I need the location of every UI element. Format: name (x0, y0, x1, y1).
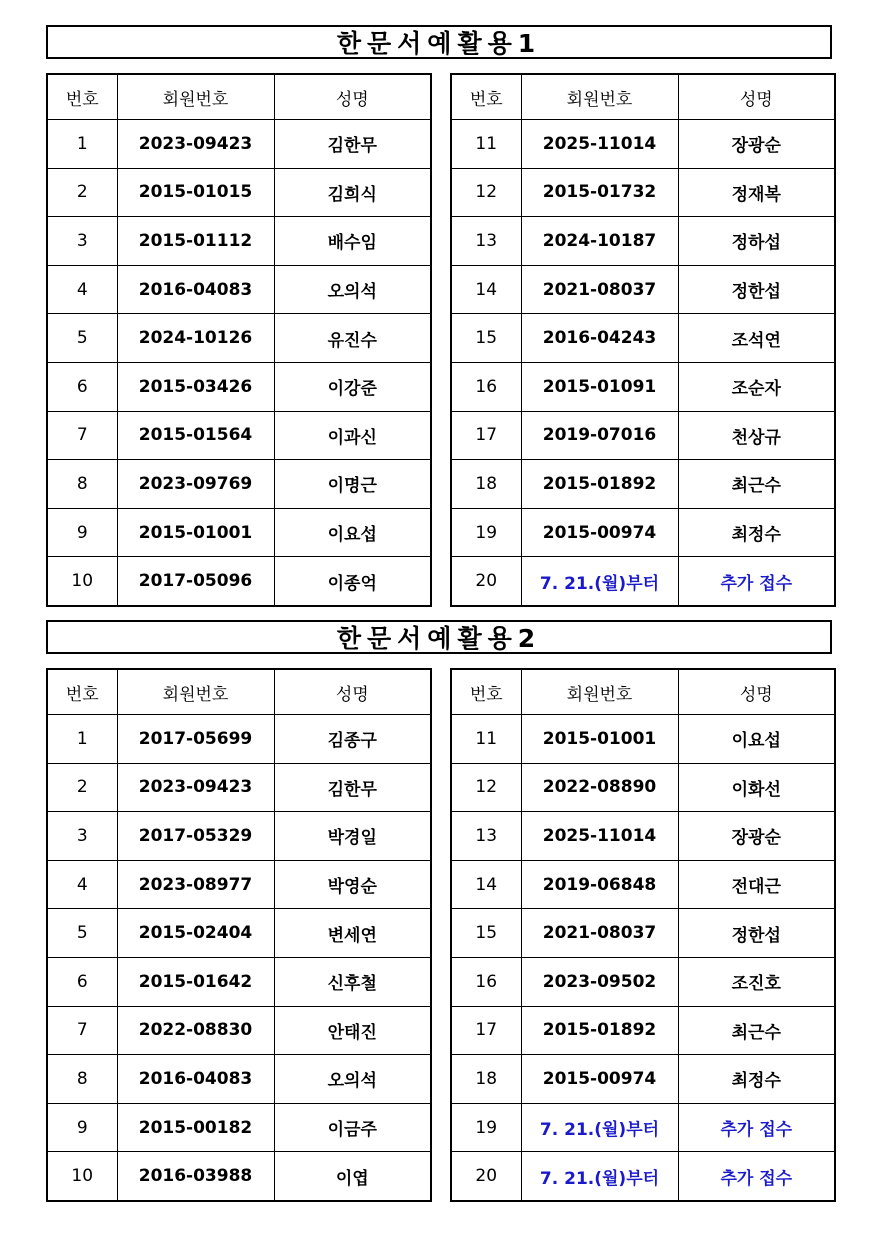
member-id-cell: 2017-05699 (117, 715, 274, 764)
member-name-cell: 김한무 (274, 120, 431, 169)
table-row (47, 909, 431, 958)
row-number: 20 (451, 1152, 521, 1201)
member-name-cell: 김종구 (274, 715, 431, 764)
member-id-cell: 2015-00974 (521, 508, 678, 557)
member-id-cell: 2015-01015 (117, 168, 274, 217)
member-name-cell: 조석연 (678, 314, 835, 363)
table-row (47, 763, 431, 812)
member-id-cell: 2023-08977 (117, 860, 274, 909)
member-id-cell: 2021-08037 (521, 265, 678, 314)
member-name-cell: 장광순 (678, 812, 835, 861)
table-row (47, 120, 431, 169)
row-number: 2 (47, 763, 117, 812)
table-row (47, 812, 431, 861)
table-row (451, 909, 835, 958)
table-row (451, 508, 835, 557)
member-id-cell: 2019-06848 (521, 860, 678, 909)
row-number: 11 (451, 715, 521, 764)
table-row (47, 168, 431, 217)
table-row (451, 362, 835, 411)
member-id-cell: 2025-11014 (521, 812, 678, 861)
roster-table-left (46, 73, 432, 607)
row-number: 4 (47, 265, 117, 314)
table-row (451, 557, 835, 606)
section-title: 한문서예활용2 (46, 620, 832, 654)
row-number: 14 (451, 265, 521, 314)
header-member-id: 회원번호 (521, 669, 678, 715)
roster-table-right (450, 73, 836, 607)
roster-table-left (46, 668, 432, 1202)
member-id-cell: 2024-10126 (117, 314, 274, 363)
member-name-cell: 조순자 (678, 362, 835, 411)
row-number: 20 (451, 557, 521, 606)
row-number: 9 (47, 508, 117, 557)
member-id-cell: 2022-08890 (521, 763, 678, 812)
row-number: 10 (47, 1152, 117, 1201)
table-row (47, 860, 431, 909)
row-number: 8 (47, 460, 117, 509)
member-id-cell: 2015-00182 (117, 1103, 274, 1152)
member-name-cell: 이명근 (274, 460, 431, 509)
member-id-cell: 2023-09423 (117, 763, 274, 812)
table-row (47, 314, 431, 363)
row-number: 12 (451, 168, 521, 217)
member-id-cell: 2015-01642 (117, 957, 274, 1006)
member-name-cell: 이엽 (274, 1152, 431, 1201)
member-id-cell: 2023-09423 (117, 120, 274, 169)
section-title: 한문서예활용1 (46, 25, 832, 59)
member-name-cell: 정하섭 (678, 217, 835, 266)
member-name-cell: 이과신 (274, 411, 431, 460)
row-number: 5 (47, 314, 117, 363)
member-name-cell: 오의석 (274, 1055, 431, 1104)
row-number: 2 (47, 168, 117, 217)
row-number: 18 (451, 460, 521, 509)
table-row (47, 217, 431, 266)
row-number: 10 (47, 557, 117, 606)
table-row (451, 860, 835, 909)
member-name-cell: 최정수 (678, 508, 835, 557)
table-row (47, 411, 431, 460)
member-id-cell: 2015-01001 (117, 508, 274, 557)
row-number: 14 (451, 860, 521, 909)
table-header-row (451, 74, 835, 120)
member-id-cell: 7. 21.(월)부터 (521, 1103, 678, 1152)
header-name: 성명 (274, 74, 431, 120)
member-id-cell: 2015-02404 (117, 909, 274, 958)
member-name-cell: 정재복 (678, 168, 835, 217)
member-name-cell: 천상규 (678, 411, 835, 460)
roster-table-right (450, 668, 836, 1202)
table-header-row (451, 669, 835, 715)
member-id-cell: 2023-09769 (117, 460, 274, 509)
table-row (47, 1006, 431, 1055)
header-no: 번호 (451, 74, 521, 120)
member-name-cell: 장광순 (678, 120, 835, 169)
member-id-cell: 2016-04083 (117, 265, 274, 314)
member-name-cell: 변세연 (274, 909, 431, 958)
table-row (47, 557, 431, 606)
member-name-cell: 정한섭 (678, 265, 835, 314)
member-id-cell: 2015-00974 (521, 1055, 678, 1104)
row-number: 8 (47, 1055, 117, 1104)
row-number: 16 (451, 362, 521, 411)
table-row (451, 763, 835, 812)
member-id-cell: 2019-07016 (521, 411, 678, 460)
table-row (451, 1006, 835, 1055)
member-id-cell: 2017-05329 (117, 812, 274, 861)
member-name-cell: 추가 접수 (678, 1103, 835, 1152)
row-number: 19 (451, 508, 521, 557)
member-id-cell: 2024-10187 (521, 217, 678, 266)
member-id-cell: 2016-03988 (117, 1152, 274, 1201)
table-row (451, 460, 835, 509)
table-row (47, 362, 431, 411)
table-row (451, 265, 835, 314)
member-name-cell: 김한무 (274, 763, 431, 812)
row-number: 15 (451, 314, 521, 363)
table-row (47, 715, 431, 764)
row-number: 15 (451, 909, 521, 958)
member-id-cell: 2015-01564 (117, 411, 274, 460)
member-name-cell: 추가 접수 (678, 1152, 835, 1201)
table-row (451, 314, 835, 363)
member-name-cell: 신후철 (274, 957, 431, 1006)
table-row (47, 1152, 431, 1201)
member-id-cell: 2016-04243 (521, 314, 678, 363)
member-id-cell: 2015-01091 (521, 362, 678, 411)
member-id-cell: 2015-03426 (117, 362, 274, 411)
header-member-id: 회원번호 (521, 74, 678, 120)
member-name-cell: 최근수 (678, 460, 835, 509)
table-row (47, 265, 431, 314)
row-number: 4 (47, 860, 117, 909)
header-no: 번호 (47, 74, 117, 120)
table-row (451, 120, 835, 169)
member-name-cell: 전대근 (678, 860, 835, 909)
header-no: 번호 (451, 669, 521, 715)
member-id-cell: 7. 21.(월)부터 (521, 557, 678, 606)
member-id-cell: 2017-05096 (117, 557, 274, 606)
row-number: 9 (47, 1103, 117, 1152)
table-row (451, 957, 835, 1006)
member-id-cell: 2023-09502 (521, 957, 678, 1006)
table-row (451, 1152, 835, 1201)
member-name-cell: 유진수 (274, 314, 431, 363)
row-number: 19 (451, 1103, 521, 1152)
member-id-cell: 7. 21.(월)부터 (521, 1152, 678, 1201)
member-id-cell: 2015-01001 (521, 715, 678, 764)
row-number: 6 (47, 957, 117, 1006)
header-member-id: 회원번호 (117, 669, 274, 715)
table-header-row (47, 669, 431, 715)
member-id-cell: 2015-01112 (117, 217, 274, 266)
member-id-cell: 2025-11014 (521, 120, 678, 169)
header-name: 성명 (678, 669, 835, 715)
member-name-cell: 이금주 (274, 1103, 431, 1152)
row-number: 17 (451, 411, 521, 460)
row-number: 12 (451, 763, 521, 812)
member-id-cell: 2016-04083 (117, 1055, 274, 1104)
table-row (451, 168, 835, 217)
member-id-cell: 2015-01732 (521, 168, 678, 217)
member-name-cell: 최정수 (678, 1055, 835, 1104)
table-row (47, 460, 431, 509)
row-number: 3 (47, 217, 117, 266)
row-number: 5 (47, 909, 117, 958)
member-name-cell: 배수임 (274, 217, 431, 266)
row-number: 11 (451, 120, 521, 169)
member-id-cell: 2022-08830 (117, 1006, 274, 1055)
member-name-cell: 최근수 (678, 1006, 835, 1055)
member-name-cell: 이강준 (274, 362, 431, 411)
member-name-cell: 이요섭 (678, 715, 835, 764)
row-number: 13 (451, 217, 521, 266)
member-name-cell: 박영순 (274, 860, 431, 909)
table-row (451, 715, 835, 764)
member-name-cell: 김희식 (274, 168, 431, 217)
member-name-cell: 이요섭 (274, 508, 431, 557)
member-name-cell: 오의석 (274, 265, 431, 314)
member-name-cell: 정한섭 (678, 909, 835, 958)
header-no: 번호 (47, 669, 117, 715)
member-name-cell: 박경일 (274, 812, 431, 861)
table-row (47, 508, 431, 557)
member-name-cell: 조진호 (678, 957, 835, 1006)
row-number: 7 (47, 411, 117, 460)
member-id-cell: 2015-01892 (521, 1006, 678, 1055)
header-name: 성명 (274, 669, 431, 715)
table-row (451, 1055, 835, 1104)
row-number: 18 (451, 1055, 521, 1104)
row-number: 3 (47, 812, 117, 861)
row-number: 17 (451, 1006, 521, 1055)
member-name-cell: 안태진 (274, 1006, 431, 1055)
row-number: 1 (47, 715, 117, 764)
table-row (451, 411, 835, 460)
member-name-cell: 이화선 (678, 763, 835, 812)
table-row (451, 1103, 835, 1152)
row-number: 1 (47, 120, 117, 169)
table-row (47, 957, 431, 1006)
member-name-cell: 추가 접수 (678, 557, 835, 606)
member-id-cell: 2015-01892 (521, 460, 678, 509)
table-row (451, 812, 835, 861)
table-row (451, 217, 835, 266)
row-number: 16 (451, 957, 521, 1006)
header-member-id: 회원번호 (117, 74, 274, 120)
table-row (47, 1103, 431, 1152)
header-name: 성명 (678, 74, 835, 120)
row-number: 7 (47, 1006, 117, 1055)
member-name-cell: 이종억 (274, 557, 431, 606)
table-header-row (47, 74, 431, 120)
table-row (47, 1055, 431, 1104)
member-id-cell: 2021-08037 (521, 909, 678, 958)
row-number: 6 (47, 362, 117, 411)
row-number: 13 (451, 812, 521, 861)
